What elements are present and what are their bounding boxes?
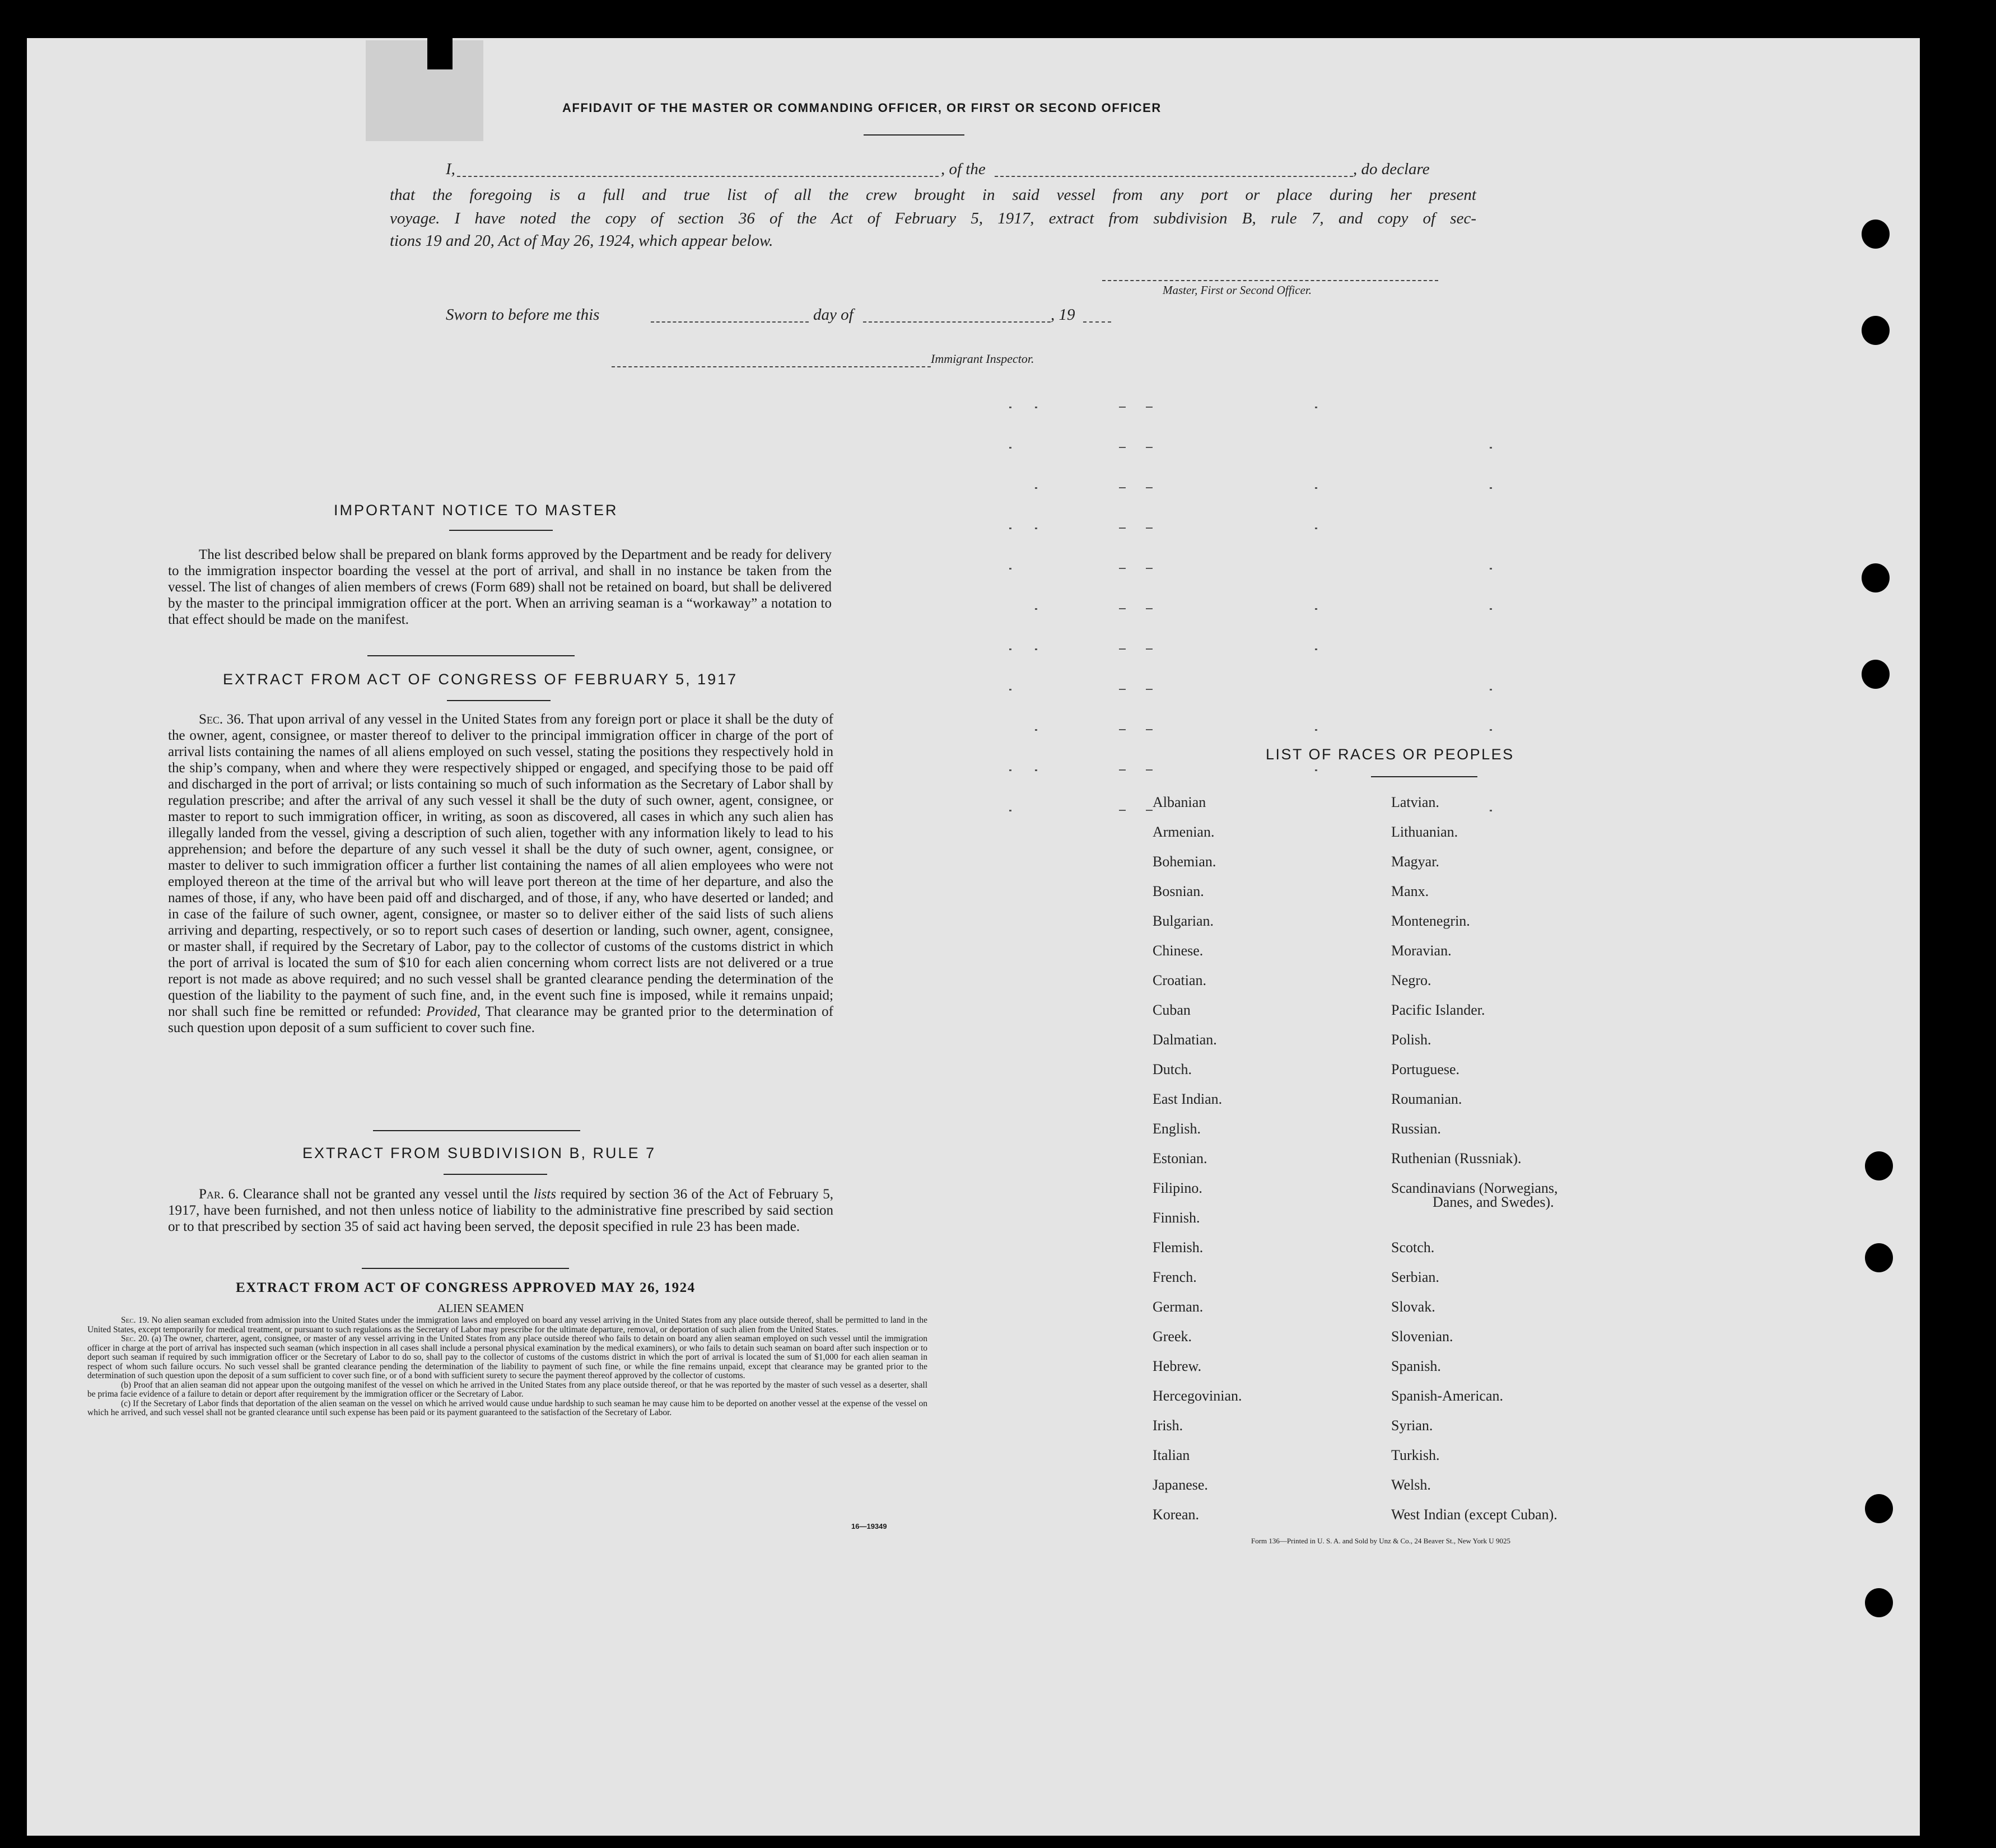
- sec19-text: No alien seaman excluded from admission into the United States under the immigration laws and employed on board any vessel arriving in the United States from any place outside thereof, shall be permitted to land in the United States, except temporarily for medical treatment, or pursuant to such regulations as the Secretary of Labor may prescribe for the ultimate departure, removal, or deportation of such alien from the United States.: [87, 1315, 928, 1334]
- sworn-prefix: Sworn to before me this: [446, 306, 600, 324]
- page-speck: [1146, 729, 1153, 730]
- vessel-blank: [995, 176, 1353, 177]
- race-item: Turkish.: [1391, 1447, 1440, 1463]
- race-scandinavians-cont: Danes, and Swedes).: [1433, 1194, 1554, 1210]
- race-item: Polish.: [1391, 1032, 1431, 1048]
- race-item: Filipino.: [1153, 1180, 1202, 1196]
- page-speck: [1119, 487, 1126, 488]
- page-speck: [1146, 568, 1153, 569]
- act1924-heading: EXTRACT FROM ACT OF CONGRESS APPROVED MAY 26, 1924: [236, 1280, 696, 1295]
- race-item: Lithuanian.: [1391, 824, 1458, 840]
- race-item: Serbian.: [1391, 1269, 1439, 1285]
- race-item: Irish.: [1153, 1417, 1183, 1434]
- rule7-heading: EXTRACT FROM SUBDIVISION B, RULE 7: [302, 1145, 656, 1161]
- document-page: [27, 38, 1920, 1836]
- master-signature-line: [1102, 280, 1438, 281]
- sworn-line: [446, 306, 1174, 328]
- page-speck: [1035, 487, 1037, 489]
- act1917-heading: EXTRACT FROM ACT OF CONGRESS OF FEBRUARY 5, 1917: [223, 671, 738, 688]
- punch-hole: [1862, 316, 1890, 345]
- inspector-signature-line: [612, 366, 931, 367]
- race-item: Slovak.: [1391, 1299, 1435, 1315]
- inspector-label: Immigrant Inspector.: [931, 352, 1034, 366]
- sec19-label: Sec. 19.: [121, 1315, 150, 1325]
- page-speck: [1009, 568, 1011, 570]
- rule7-end-rule: [362, 1268, 569, 1269]
- page-speck: [1035, 729, 1037, 731]
- par6-text-a: Clearance shall not be granted any vessel until the: [242, 1187, 530, 1202]
- page-speck: [1490, 689, 1492, 690]
- page-speck: [1490, 608, 1492, 610]
- page-speck: [1315, 528, 1317, 529]
- page-speck: [1119, 729, 1126, 730]
- page-speck: [1119, 769, 1126, 771]
- page-speck: [1119, 407, 1126, 408]
- page-speck: [1490, 487, 1492, 489]
- race-item: Finnish.: [1153, 1210, 1200, 1226]
- race-item: German.: [1153, 1299, 1204, 1315]
- race-item: Scotch.: [1391, 1239, 1435, 1256]
- sec36-provided: Provided,: [426, 1004, 481, 1019]
- race-item: Syrian.: [1391, 1417, 1433, 1434]
- act1917-rule: [447, 700, 551, 701]
- page-speck: [1119, 447, 1126, 448]
- rule7-rule: [444, 1174, 547, 1175]
- race-item: Slovenian.: [1391, 1328, 1453, 1345]
- tape-mark: [366, 40, 483, 141]
- page-tab-notch: [427, 38, 453, 69]
- affidavit-line-1: [446, 160, 1476, 183]
- races-heading: LIST OF RACES OR PEOPLES: [1266, 746, 1514, 763]
- page-speck: [1119, 528, 1126, 529]
- page-speck: [1146, 407, 1153, 408]
- page-speck: [1146, 769, 1153, 771]
- notice-end-rule: [367, 655, 575, 656]
- race-item: English.: [1153, 1121, 1201, 1137]
- punch-hole: [1865, 1494, 1893, 1523]
- name-blank: [457, 176, 939, 177]
- race-item: Montenegrin.: [1391, 913, 1470, 929]
- affidavit-line-3: voyage. I have noted the copy of section 36 of the Act of February 5, 1917, extract from subdivision B, rule 7, and copy of sec-: [390, 209, 1476, 227]
- affidavit-title: AFFIDAVIT OF THE MASTER OR COMMANDING OFFICER, OR FIRST OR SECOND OFFICER: [562, 101, 1162, 115]
- page-speck: [1315, 769, 1317, 771]
- sec20c-paragraph: (c) If the Secretary of Labor finds that deportation of the alien seaman on the vessel on which he arrived would cause undue hardship to such seaman he may cause him to be deported on another vessel at the expense of the vessel on which he arrived, and such vessel shall not be granted clearance until such expense has been paid or its payment guaranteed to the satisfaction of the Secretary of Labor.: [87, 1398, 927, 1417]
- page-speck: [1009, 810, 1011, 811]
- par6-label: Par. 6.: [199, 1187, 239, 1202]
- page-speck: [1490, 810, 1492, 811]
- page-speck: [1146, 528, 1153, 529]
- race-item: Spanish-American.: [1391, 1388, 1504, 1404]
- page-speck: [1146, 810, 1153, 811]
- page-speck: [1146, 689, 1153, 690]
- page-speck: [1035, 407, 1037, 408]
- punch-hole: [1865, 1243, 1893, 1272]
- page-speck: [1490, 568, 1492, 570]
- race-item: Armenian.: [1153, 824, 1215, 840]
- race-item: Bohemian.: [1153, 853, 1216, 870]
- master-signature-label: Master, First or Second Officer.: [1163, 283, 1312, 297]
- page-speck: [1119, 648, 1126, 650]
- race-item: Greek.: [1153, 1328, 1192, 1345]
- sec36-text-end: That clearance may be granted prior to the determination of such question upon deposit of a sum sufficient to cover such fine.: [168, 1004, 834, 1035]
- par6-lists: lists: [533, 1187, 556, 1202]
- page-speck: [1146, 608, 1153, 609]
- sworn-year: , 19: [1051, 306, 1075, 324]
- race-item: Scandinavians (Norwegians,: [1391, 1180, 1558, 1196]
- race-item: West Indian (except Cuban).: [1391, 1506, 1557, 1523]
- page-speck: [1315, 729, 1317, 731]
- line1-i: I,: [446, 160, 455, 178]
- race-item: Dalmatian.: [1153, 1032, 1217, 1048]
- page-speck: [1009, 528, 1011, 529]
- page-speck: [1009, 407, 1011, 408]
- sec20-label: Sec. 20.: [121, 1334, 150, 1343]
- page-speck: [1315, 407, 1317, 408]
- race-item: Portuguese.: [1391, 1061, 1460, 1077]
- notice-text: The list described below shall be prepared on blank forms approved by the Department and be ready for delivery to the immigration inspector boarding the vessel at the port of arrival, and shall in no instance be taken from the vessel. The list of changes of alien members of crews (Form 689) shall not be retained on board, but shall be delivered by the master to the principal immigration officer at the port. When an arriving seaman is a “workaway” a notation to that effect should be made on the manifest.: [168, 547, 832, 627]
- race-item: Latvian.: [1391, 794, 1439, 810]
- page-speck: [1146, 648, 1153, 650]
- race-item: Dutch.: [1153, 1061, 1192, 1077]
- title-rule: [864, 134, 964, 136]
- page-speck: [1035, 769, 1037, 771]
- page-speck: [1119, 568, 1126, 569]
- race-item: Italian: [1153, 1447, 1190, 1463]
- page-speck: [1315, 648, 1317, 650]
- race-item: East Indian.: [1153, 1091, 1223, 1107]
- sec36-label: Sec. 36.: [199, 712, 244, 727]
- act1917-text: [168, 711, 833, 1036]
- race-item: Croatian.: [1153, 972, 1207, 988]
- page-speck: [1119, 810, 1126, 811]
- race-item: Spanish.: [1391, 1358, 1441, 1374]
- punch-hole: [1862, 660, 1890, 689]
- race-item: Estonian.: [1153, 1150, 1207, 1166]
- race-item: Negro.: [1391, 972, 1431, 988]
- page-speck: [1009, 689, 1011, 690]
- race-item: Manx.: [1391, 883, 1429, 899]
- race-item: Flemish.: [1153, 1239, 1204, 1256]
- race-item: Moravian.: [1391, 942, 1452, 959]
- race-item: Bulgarian.: [1153, 913, 1214, 929]
- page-speck: [1315, 608, 1317, 610]
- race-item: Hebrew.: [1153, 1358, 1202, 1374]
- page-speck: [1146, 447, 1153, 448]
- punch-hole: [1862, 220, 1890, 249]
- race-item: Hercegovinian.: [1153, 1388, 1242, 1404]
- punch-hole: [1862, 563, 1890, 592]
- race-item: Ruthenian (Russniak).: [1391, 1150, 1522, 1166]
- race-item: Magyar.: [1391, 853, 1439, 870]
- sec19-paragraph: [87, 1316, 927, 1334]
- notice-heading: IMPORTANT NOTICE TO MASTER: [334, 502, 618, 519]
- race-item: Chinese.: [1153, 942, 1204, 959]
- rule7-text: [168, 1186, 833, 1235]
- par6-text-b: required by section 36 of the Act of February 5, 1917, have been furnished, and not then unless notice of liability to the administrative fine prescribed by said section or to that prescribed by section 35 of said act having been served, the deposit specified in rule 23 has been made.: [168, 1187, 834, 1234]
- page-speck: [1035, 648, 1037, 650]
- page-speck: [1490, 447, 1492, 449]
- affidavit-line-2: that the foregoing is a full and true list of all the crew brought in said vessel from any port or place during her present: [390, 186, 1476, 204]
- act1917-end-rule: [373, 1130, 580, 1131]
- race-item: Japanese.: [1153, 1477, 1208, 1493]
- page-speck: [1009, 648, 1011, 650]
- day-blank: [651, 321, 809, 323]
- month-blank: [863, 321, 1051, 323]
- page-speck: [1490, 729, 1492, 731]
- page-speck: [1035, 528, 1037, 529]
- sec20b-paragraph: (b) Proof that an alien seaman did not appear upon the outgoing manifest of the vessel on which he arrived in the United States from any place outside thereof, or that he was reported by the master of such vessel as a deserter, shall be prima facie evidence of a failure to detain or deport after requirement by the immigration officer or the Secretary of Labor.: [87, 1380, 927, 1399]
- form-note: Form 136—Printed in U. S. A. and Sold by Unz & Co., 24 Beaver St., New York U 9025: [1251, 1537, 1510, 1545]
- sec36-text: That upon arrival of any vessel in the United States from any foreign port or place it shall be the duty of the owner, agent, consignee, or master thereof to deliver to the principal immigration officer in charge of the port of arrival lists containing the names of all aliens employed on such vessel, stating the positions they respectively hold in the ship’s company, when and where they were respectively shipped or engaged, and specifying those to be paid off and discharged in the port of arrival; or lists containing so much of such information as the Secretary of Labor shall by regulation prescribe; and after the arrival of any such vessel it shall be the duty of such owner, agent, consignee, or master to report to such immigration officer, in writing, as soon as discovered, all cases in which any such alien has illegally landed from the vessel, giving a description of such alien, together with any information likely to lead to his apprehension; and before the departure of any such vessel it shall be the duty of such owner, agent, consignee, or master to deliver to such immigration officer a further list containing the names of all alien employees who were not employed thereon at the time of the arrival but who will leave port thereon at the time of her departure, and also the names of those, if any, who have been paid off and discharged, and of those, if any, who have deserted or landed; and in case of the failure of such owner, agent, consignee, or master so to deliver either of the said lists of such aliens arriving and departing, respectively, or so to report such cases of desertion or landing, such owner, agent, consignee, or master shall, if required by the Secretary of Labor, pay to the collector of customs of the customs district in which the port of arrival is located the sum of $10 for each alien concerning whom correct lists are not delivered or a true report is not made as above required; and no such vessel shall be granted clearance pending the determination of the question of the liability to the payment of such fine, and, in the event such fine is imposed, while it remains unpaid; nor shall such fine be remitted or refunded:: [168, 712, 834, 1019]
- punch-hole: [1865, 1151, 1893, 1180]
- race-item: Pacific Islander.: [1391, 1002, 1485, 1018]
- act1924-subheading: ALIEN SEAMEN: [437, 1301, 524, 1315]
- page-speck: [1315, 487, 1317, 489]
- race-item: Russian.: [1391, 1121, 1441, 1137]
- year-blank: [1083, 321, 1111, 323]
- sworn-day-of: day of: [813, 306, 854, 324]
- notice-rule: [449, 530, 553, 531]
- page-speck: [1035, 608, 1037, 610]
- race-item: French.: [1153, 1269, 1197, 1285]
- page-speck: [1119, 608, 1126, 609]
- page-speck: [1009, 447, 1011, 449]
- race-item: Cuban: [1153, 1002, 1191, 1018]
- affidavit-line-4: tions 19 and 20, Act of May 26, 1924, which appear below.: [390, 232, 773, 250]
- race-item: Bosnian.: [1153, 883, 1204, 899]
- act1924-text: [87, 1316, 927, 1418]
- race-item: Welsh.: [1391, 1477, 1431, 1493]
- line1-of-the: , of the: [941, 160, 986, 178]
- race-item: Korean.: [1153, 1506, 1200, 1523]
- page-speck: [1009, 769, 1011, 771]
- sec20a-text: (a) The owner, charterer, agent, consignee, or master of any vessel arriving in the United States from any place outside thereof who fails to detain on board any alien seaman employed on such vessel until the immigration officer in charge at the port of arrival has inspected such seaman (which inspection in all cases shall include a personal physical examination by the medical examiners), or who fails to detain such seaman on board after such inspection or to deport such seaman if required by such immigration officer or the Secretary of Labor to do so, shall pay to the collector of customs of the customs district in which the port of arrival is located the sum of $1,000 for each alien seaman in respect of whom such failure occurs. No such vessel shall be granted clearance pending the determination of the liability to payment of such fine, or while the fine remains unpaid, except that clearance may be granted prior to the determination of such question upon the deposit of a sum sufficient to cover such fine, or of a bond with sufficient surety to secure the payment thereof approved by the collector of customs.: [87, 1334, 927, 1380]
- races-rule: [1371, 776, 1477, 777]
- punch-hole: [1865, 1588, 1893, 1617]
- page-speck: [1119, 689, 1126, 690]
- sec20a-paragraph: [87, 1334, 927, 1381]
- race-item: Albanian: [1153, 794, 1206, 810]
- race-item: Roumanian.: [1391, 1091, 1462, 1107]
- page-speck: [1146, 487, 1153, 488]
- print-code: 16—19349: [851, 1522, 887, 1530]
- line1-declare: , do declare: [1353, 160, 1430, 178]
